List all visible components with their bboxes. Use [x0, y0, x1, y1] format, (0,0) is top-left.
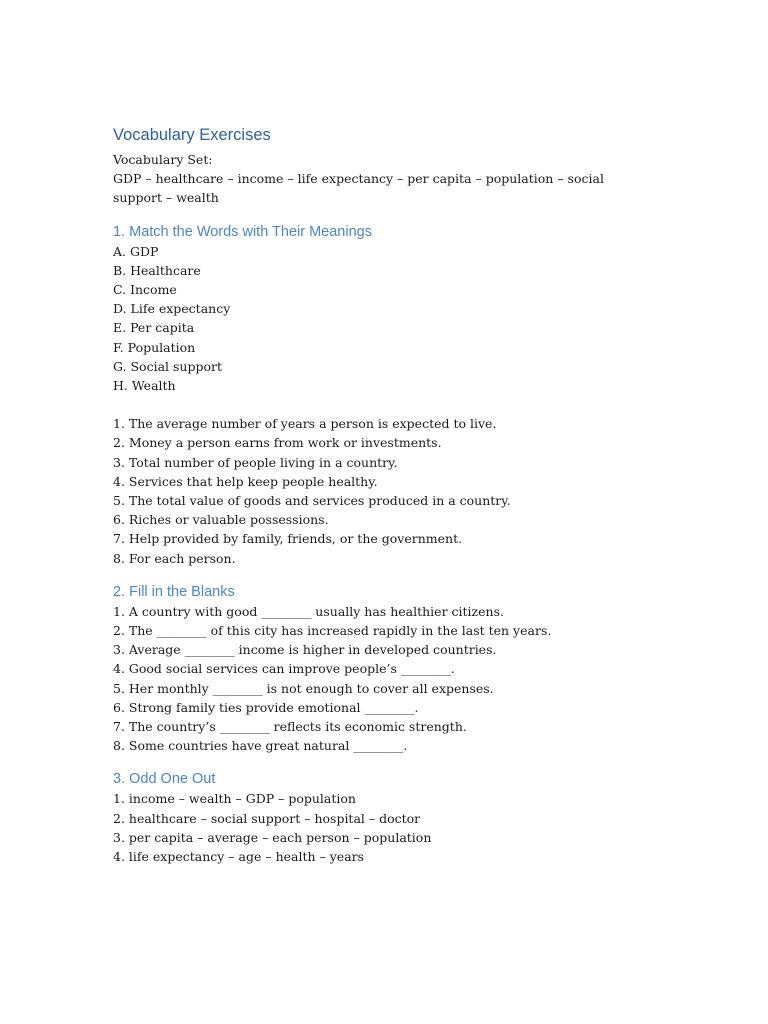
fill-blank-list: [113, 602, 653, 756]
vocab-list: GDP – healthcare – income – life expectancy – per capita – population – social support – wealth: [113, 171, 604, 206]
list-item: 8. Some countries have great natural ________.: [113, 738, 408, 754]
section-heading-odd-one-out: 3. Odd One Out: [113, 771, 216, 788]
list-item: 1. A country with good ________ usually has healthier citizens.: [113, 603, 504, 619]
vocab-label: Vocabulary Set:: [113, 152, 213, 167]
list-item: 1. income – wealth – GDP – population: [113, 791, 356, 807]
list-item: 6. Riches or valuable possessions.: [113, 512, 329, 528]
list-item: 5. Her monthly ________ is not enough to cover all expenses.: [113, 680, 494, 696]
list-item: D. Life expectancy: [113, 301, 231, 317]
section-heading-fill: 2. Fill in the Blanks: [113, 583, 235, 600]
list-item: 4. Services that help keep people healthy.: [113, 473, 378, 489]
list-item: 4. life expectancy – age – health – years: [113, 849, 365, 865]
definition-list: [113, 414, 653, 568]
list-item: 7. The country’s ________ reflects its economic strength.: [113, 719, 467, 735]
list-item: 8. For each person.: [113, 550, 236, 566]
odd-one-out-list: [113, 789, 653, 866]
document-title: Vocabulary Exercises: [113, 126, 271, 144]
list-item: 1. The average number of years a person is expected to live.: [113, 416, 497, 432]
section-heading-match: 1. Match the Words with Their Meanings: [113, 223, 372, 240]
list-item: G. Social support: [113, 358, 222, 374]
list-item: 7. Help provided by family, friends, or the government.: [113, 531, 463, 547]
list-item: 2. Money a person earns from work or investments.: [113, 435, 442, 451]
document-page: [113, 125, 653, 866]
list-item: B. Healthcare: [113, 262, 201, 278]
list-item: A. GDP: [113, 243, 159, 259]
list-item: 2. The ________ of this city has increased rapidly in the last ten years.: [113, 623, 552, 639]
list-item: 5. The total value of goods and services produced in a country.: [113, 493, 511, 509]
list-item: 3. Average ________ income is higher in developed countries.: [113, 642, 497, 658]
list-item: F. Population: [113, 339, 196, 355]
word-list: [113, 242, 653, 396]
list-item: 3. per capita – average – each person – population: [113, 829, 432, 845]
list-item: C. Income: [113, 282, 177, 298]
list-item: 2. healthcare – social support – hospital – doctor: [113, 810, 421, 826]
list-item: 6. Strong family ties provide emotional ________.: [113, 699, 419, 715]
list-item: H. Wealth: [113, 378, 176, 394]
list-item: 4. Good social services can improve people’s ________.: [113, 661, 455, 677]
list-item: 3. Total number of people living in a country.: [113, 454, 398, 470]
list-item: E. Per capita: [113, 320, 195, 336]
